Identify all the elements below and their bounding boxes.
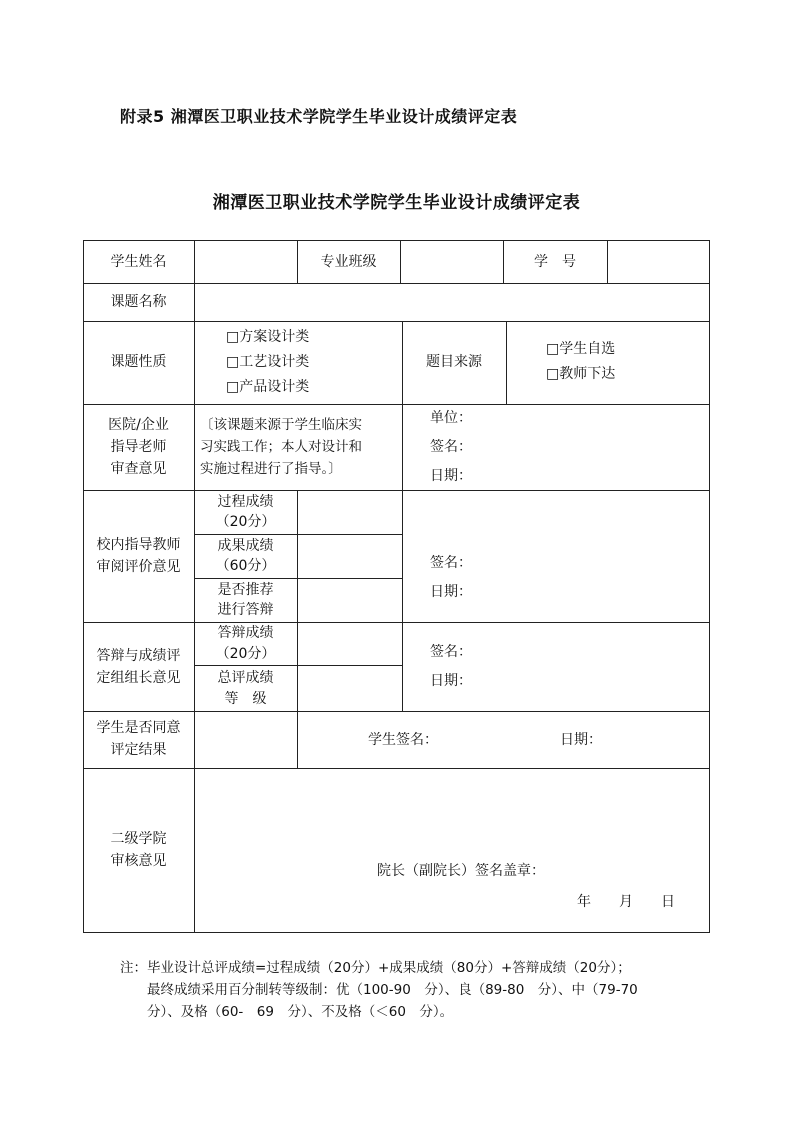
footnote-line-1: 注：毕业设计总评成绩=过程成绩（20分）+成果成绩（80分）+答辩成绩（20分）； — [120, 960, 631, 976]
major-class-label: 专业班级 — [320, 254, 377, 270]
source-option-student[interactable]: □学生自选 — [546, 341, 616, 357]
total-grade-label-2: 等 级 — [224, 691, 267, 707]
student-id-label: 学 号 — [534, 254, 576, 270]
dean-sign-label: 院长（副院长）签名盖章： — [377, 863, 545, 879]
statement-line-1: 〔该课题来源于学生临床实 — [200, 417, 362, 433]
year-month-day: 年 月 日 — [577, 894, 675, 910]
hospital-label-3: 审查意见 — [110, 461, 167, 477]
tutor-sign-label: 签名： — [430, 555, 472, 571]
hospital-date-label: 日期： — [430, 468, 472, 484]
statement-line-2: 习实践工作；本人对设计和 — [200, 439, 362, 455]
nature-option-craft[interactable]: □工艺设计类 — [226, 354, 310, 370]
topic-name-label: 课题名称 — [110, 294, 167, 310]
defense-score-label-2: （20分） — [215, 646, 276, 662]
process-score-label-1: 过程成绩 — [217, 494, 274, 510]
topic-source-label: 题目来源 — [426, 354, 482, 370]
tutor-label-1: 校内指导教师 — [96, 537, 181, 553]
defense-score-label-1: 答辩成绩 — [217, 625, 274, 641]
hospital-sign-label: 签名： — [430, 439, 472, 455]
hospital-label-2: 指导老师 — [110, 439, 167, 455]
panel-label-2: 定组组长意见 — [96, 670, 181, 686]
student-date-label: 日期： — [560, 732, 602, 748]
agree-label-2: 评定结果 — [110, 742, 167, 758]
college-label-1: 二级学院 — [110, 831, 167, 847]
panel-date-label: 日期： — [430, 673, 472, 689]
statement-line-3: 实施过程进行了指导。〕 — [200, 461, 342, 477]
result-score-label-1: 成果成绩 — [217, 538, 274, 554]
panel-label-1: 答辩与成绩评 — [96, 648, 181, 664]
form-title: 湘潭医卫职业技术学院学生毕业设计成绩评定表 — [212, 193, 581, 213]
total-grade-label-1: 总评成绩 — [217, 670, 274, 686]
hospital-label-1: 医院/企业 — [108, 417, 169, 433]
agree-label-1: 学生是否同意 — [96, 720, 181, 736]
source-option-teacher[interactable]: □教师下达 — [546, 366, 616, 382]
unit-label: 单位： — [430, 410, 472, 426]
footnote-line-2: 最终成绩采用百分制转等级制：优（100-90 分）、良（89-80 分）、中（79-70 — [147, 982, 638, 998]
defense-recommend-label-1: 是否推荐 — [217, 582, 274, 598]
nature-option-plan[interactable]: □方案设计类 — [226, 329, 310, 345]
tutor-label-2: 审阅评价意见 — [96, 559, 181, 575]
footnote — [120, 957, 680, 1023]
defense-recommend-label-2: 进行答辩 — [217, 602, 274, 618]
student-name-label: 学生姓名 — [110, 254, 167, 270]
student-sign-label: 学生签名： — [368, 732, 438, 748]
college-label-2: 审核意见 — [110, 853, 167, 869]
panel-sign-label: 签名： — [430, 644, 472, 660]
result-score-label-2: （60分） — [215, 558, 276, 574]
topic-nature-label: 课题性质 — [110, 354, 167, 370]
nature-option-product[interactable]: □产品设计类 — [226, 379, 310, 395]
appendix-title: 附录5 湘潭医卫职业技术学院学生毕业设计成绩评定表 — [120, 107, 518, 126]
footnote-line-3: 分）、及格（60- 69 分）、不及格（＜60 分）。 — [147, 1004, 454, 1020]
process-score-label-2: （20分） — [215, 514, 276, 530]
tutor-date-label: 日期： — [430, 584, 472, 600]
